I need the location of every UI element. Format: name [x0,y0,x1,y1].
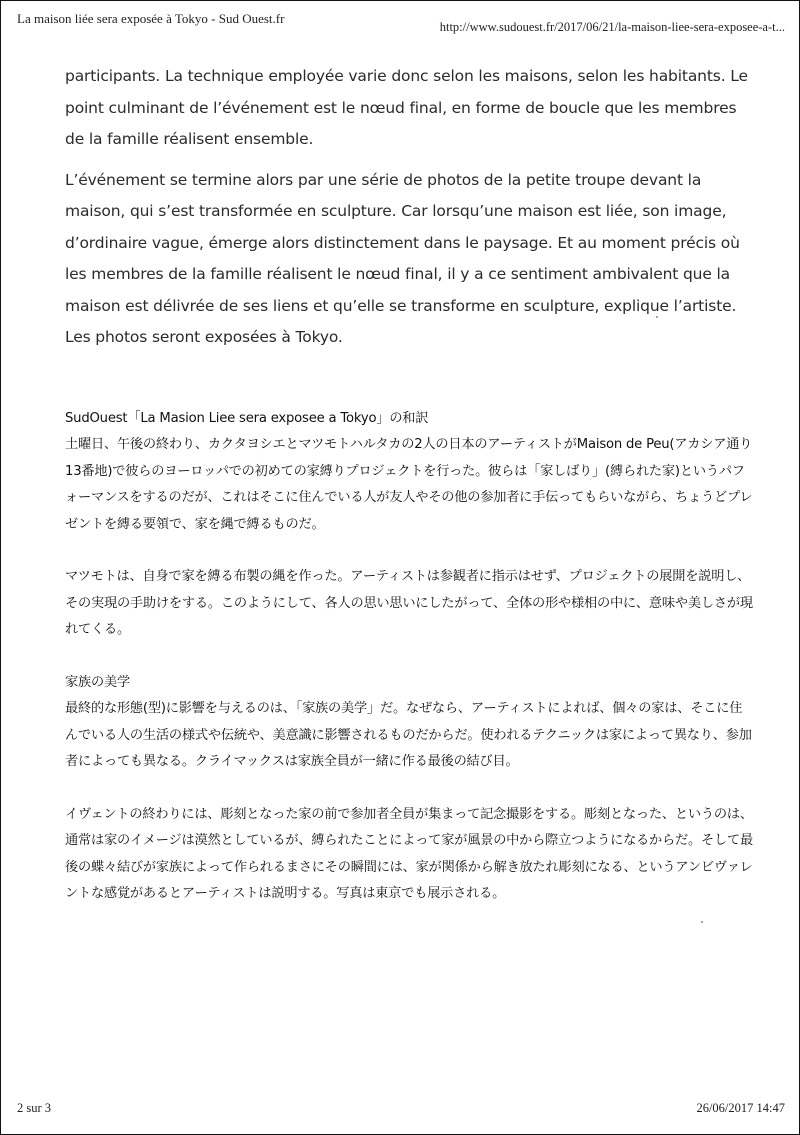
page-header-url: http://www.sudouest.fr/2017/06/21/la-maison-liee-sera-exposee-a-t... [439,20,785,34]
japanese-paragraph: 土曜日、午後の終わり、カクタヨシエとマツモトハルタカの2人の日本のアーティストがMaison de Peu(アカシア通り13番地)で彼らのヨーロッパでの初めての家縛りプロジェクトを行った。彼らは「家しばり」(縛られた家)というパフォーマンスをするのだが、これはそこに住んでいる人が友人やその他の参加者に手伝ってもらいながら、ちょうどプレゼントを縛る要領で、家を縄で縛るものだ。 [65,437,753,532]
french-paragraph: participants. La technique employée varie donc selon les maisons, selon les habitants. Le point culminant de l’événement est le nœud final, en forme de boucle que les membres de la famille réalisent ensemble. [65,67,748,148]
japanese-paragraph: 最終的な形態(型)に影響を与えるのは、「家族の美学」だ。なぜなら、アーティストによれば、個々の家は、そこに住んでいる人の生活の様式や伝統や、美意識に影響されるものだからだ。使われるテクニックは家によって異なり、参加者によっても異なる。クライマックスは家族全員が一緒に作る最後の結び目。 [65,701,752,769]
japanese-translation [65,406,755,908]
section-subheading: 家族の美学 [65,674,130,690]
scan-speck [701,921,703,923]
article-body [65,61,755,908]
print-datetime: 26/06/2017 14:47 [696,1101,785,1115]
japanese-paragraph: イヴェントの終わりには、彫刻となった家の前で参加者全員が集まって記念撮影をする。彫刻となった、というのは、通常は家のイメージは漠然としているが、縛られたことによって家が風景の中から際立つようになるからだ。そして最後の蝶々結びが家族によって作られるまさにその瞬間には、家が関係から解き放たれ彫刻になる、というアンビヴァレントな感覚があるとアーティストは説明する。写真は東京でも展示される。 [65,806,753,901]
scan-speck [656,316,658,318]
french-paragraph: L’événement se termine alors par une série de photos de la petite troupe devant la maison, qui s’est transformée en sculpture. Car lorsqu’une maison est liée, son image, d’ordinaire vague, émerge alors distinctement dans le paysage. Et au moment précis où les membres de la famille réalisent le nœud final, il y a ce sentiment ambivalent que la maison est délivrée de ses liens et qu’elle se transforme en sculpture, explique l’artiste. Les photos seront exposées à Tokyo. [65,170,740,346]
translation-heading: SudOuest「La Masion Liee sera exposee a Tokyo」の和訳 [65,410,429,426]
japanese-paragraph: マツモトは、自身で家を縛る布製の縄を作った。アーティストは参観者に指示はせず、プロジェクトの展開を説明し、その実現の手助けをする。このようにして、各人の思い思いにしたがって、全体の形や様相の中に、意味や美しさが現れてくる。 [65,569,753,637]
page-header-title: La maison liée sera exposée à Tokyo - Sud Ouest.fr [17,11,285,26]
page-number: 2 sur 3 [17,1101,52,1115]
